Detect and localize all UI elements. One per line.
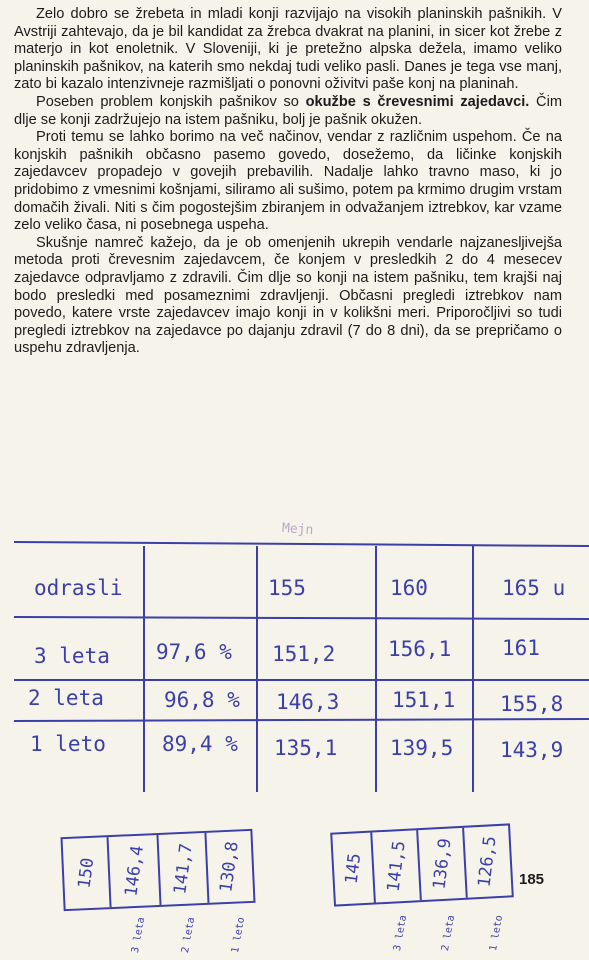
box-left-cell-2 xyxy=(107,835,162,907)
table-line-row2 xyxy=(14,718,589,722)
table-col-line-3 xyxy=(375,546,377,792)
box-left-cell-4 xyxy=(204,831,253,903)
box-left-value-3: 141,7 xyxy=(170,842,198,896)
row2-percent: 96,8 % xyxy=(164,688,240,712)
row2-165: 155,8 xyxy=(500,692,564,716)
row3-155: 135,1 xyxy=(274,736,338,760)
paragraph-4-text: Skušnje namreč kažejo, da je ob omenjenih ukrepih vendarle najzanesljivejša metoda proti črevesnim zajedavcem, če konjem v presledkih 2 do 4 mesecev zajedavce odpravljamo z zdravili. Čim dlje so konji na istem pašniku, tem krajši naj bodo presledki med posameznimi zdravljenji. Občasni pregledi iztrebkov nam povedo, katere vrste zajedavcev imajo konji in v kolikšni meri. Priporočljivi so tudi pregledi iztrebkov na zajedavce po dajanju zdravil (7 do 8 dni), da se prepričamo o uspehu zdravljenja. xyxy=(14,234,562,357)
row2-155: 146,3 xyxy=(276,690,340,714)
row1-165: 161 xyxy=(502,636,540,660)
box-left-value-2: 146,4 xyxy=(121,844,149,898)
row2-160: 151,1 xyxy=(392,688,456,712)
box-left-value-1: 150 xyxy=(74,856,98,890)
row2-label: 2 leta xyxy=(28,686,104,710)
box-right-value-3: 136,9 xyxy=(429,837,457,891)
page-number: 185 xyxy=(519,871,545,888)
row3-percent: 89,4 % xyxy=(162,732,238,756)
row1-label: 3 leta xyxy=(34,644,110,668)
box-right-label-1: 3 leta xyxy=(392,914,410,952)
box-right-label-3: 1 leto xyxy=(488,914,506,952)
box-left-cell-1 xyxy=(63,837,110,909)
paragraph-1-text: Zelo dobro se žrebeta in mladi konji razvijajo na visokih planinskih pašnikih. V Avstriji zahtevajo, da je bil kandidat za žrebca dvakrat na planini, in sicer kot žrebe z materjo in kot enoletnik. V Sloveniji, ki je pretežno alpska dežela, imamo veliko planinskih pašnikov, na katerih smo nekdaj tudi veliko pasli. Danes je tega vse manj, zato bi kazalo intenzivneje razmišljati o ponovni oživitvi paše konj na planinah. xyxy=(14,6,562,93)
box-left-cell-3 xyxy=(156,833,209,905)
box-right-cell-4 xyxy=(462,825,512,897)
body-text xyxy=(14,6,562,358)
box-right-cell-2 xyxy=(370,830,422,902)
row3-165: 143,9 xyxy=(500,738,564,762)
header-155: 155 xyxy=(268,576,306,600)
table-col-line-1 xyxy=(143,546,145,792)
box-right-value-4: 126,5 xyxy=(474,834,501,889)
box-right-value-1: 145 xyxy=(341,852,365,886)
row1-155: 151,2 xyxy=(272,642,336,666)
box-right xyxy=(330,823,514,906)
row1-160: 156,1 xyxy=(388,637,452,661)
row3-label: 1 leto xyxy=(30,732,106,756)
paragraph-1 xyxy=(14,6,562,94)
table-line-top xyxy=(14,541,589,547)
row1-percent: 97,6 % xyxy=(156,640,232,664)
header-160: 160 xyxy=(390,576,428,600)
box-left-value-4: 130,8 xyxy=(216,840,244,894)
paragraph-3 xyxy=(14,129,562,235)
box-left xyxy=(60,829,255,911)
table-line-row1 xyxy=(14,679,589,681)
paragraph-2 xyxy=(14,94,562,129)
paragraph-2-emphasis: okužbe s črevesnimi zajedavci. xyxy=(305,93,530,110)
paragraph-2-text-a: Poseben problem konjskih pašnikov so xyxy=(36,93,306,110)
box-right-cell-1 xyxy=(332,833,374,905)
box-left-label-1: 3 leta xyxy=(130,916,148,954)
faint-note: Mejn xyxy=(281,520,314,539)
box-left-label-2: 2 leta xyxy=(180,916,198,954)
paragraph-4 xyxy=(14,235,562,358)
box-right-label-2: 2 leta xyxy=(440,914,458,952)
table-col-line-4 xyxy=(472,546,474,792)
box-right-value-2: 141,5 xyxy=(383,839,411,893)
table-line-header xyxy=(14,616,589,620)
paragraph-2-text-b: Čim dlje se konji zadržujejo na istem pašniku, bolj je pašnik okužen. xyxy=(14,93,562,128)
box-right-cell-3 xyxy=(416,828,468,900)
header-odrasli: odrasli xyxy=(34,576,123,600)
box-left-label-3: 1 leto xyxy=(230,916,248,954)
paragraph-3-text: Proti temu se lahko borimo na več načinov, vendar z različnim uspehom. Če na konjskih pašnikih občasno pasemo govedo, dosežemo, da ličinke konjskih zajedavcev propadejo v govejih prebavilih. Nadalje lahko travno maso, ki jo pridobimo z vmesnimi košnjami, siliramo ali sušimo, potem pa krmimo drugim vrstam domačih živali. Niti s čim pogostejšim zbiranjem in odvažanjem iztrebkov, kar vzame zelo veliko časa, ni posebnega uspeha. xyxy=(14,129,562,234)
table-col-line-2 xyxy=(256,546,258,792)
header-165: 165 u xyxy=(502,576,566,600)
row3-160: 139,5 xyxy=(390,736,454,760)
